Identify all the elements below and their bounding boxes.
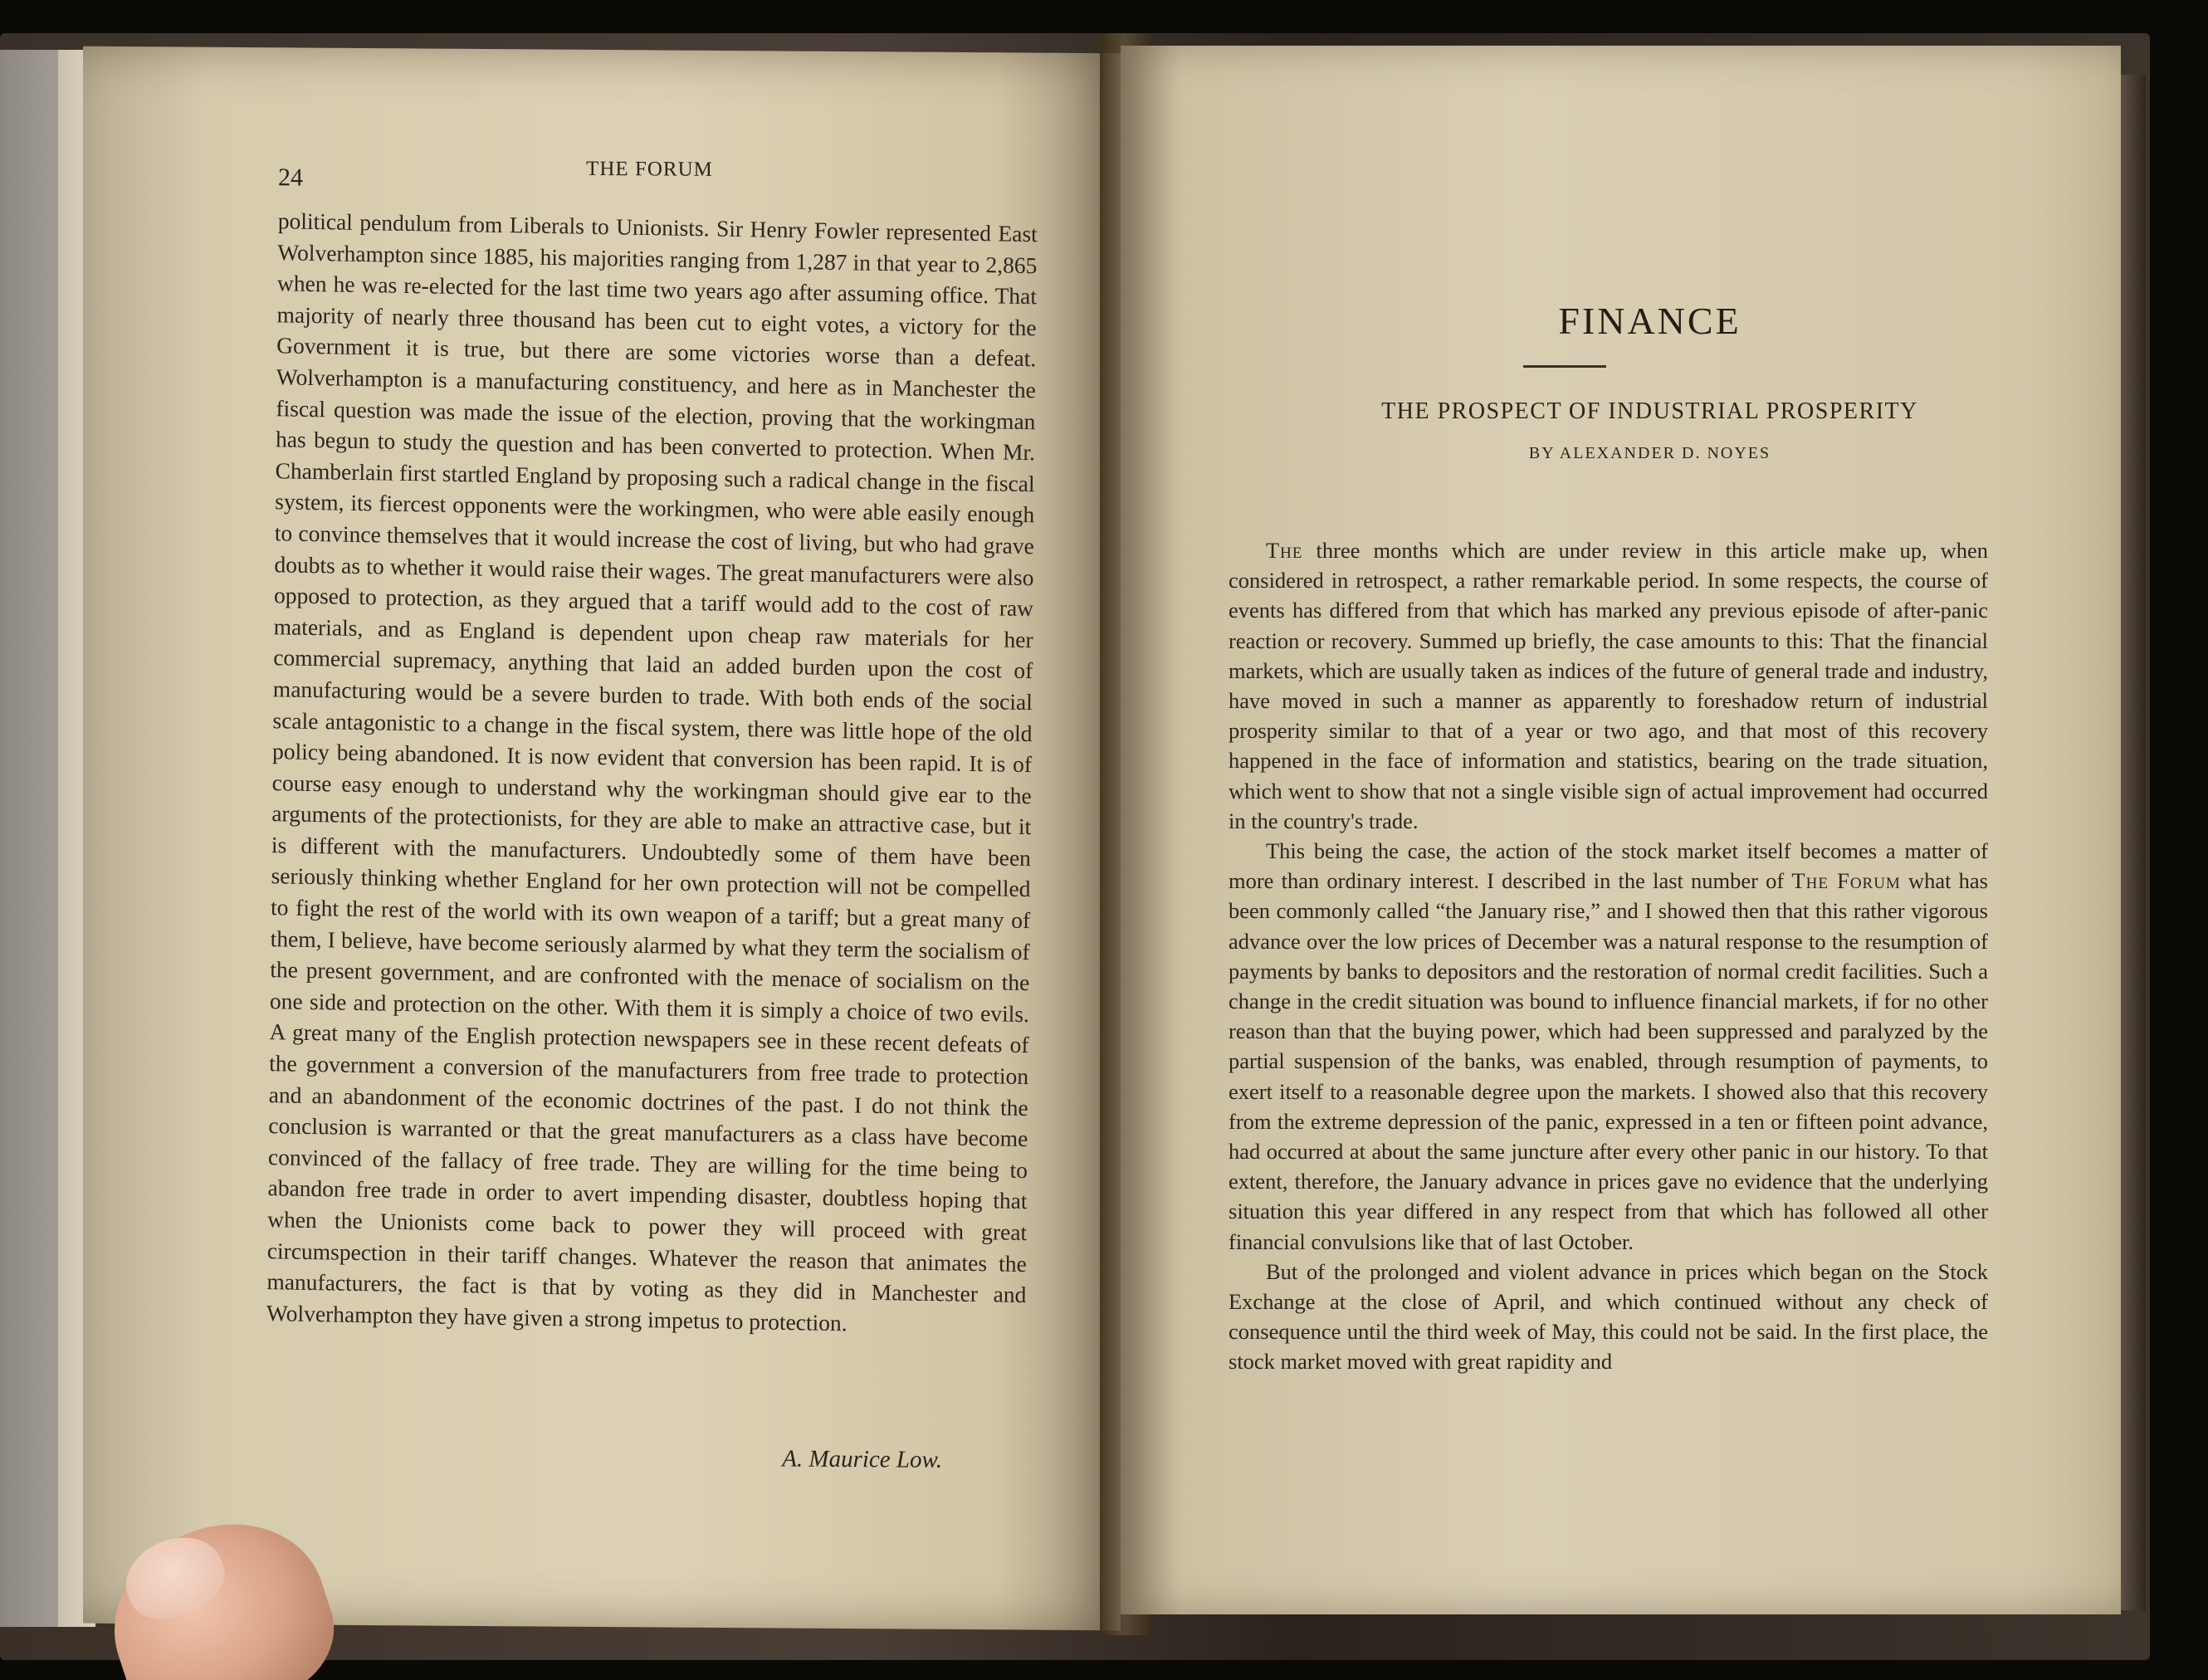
paragraph-1-text: three months which are under review in this article make up, when considered in retrospect, a rather remarkable period. In some respects, the course of events has differed from that which has marked any previous episode of after-panic reaction or recovery. Summed up briefly, the case amounts to this: That the financial markets, which are usually taken as indices of the future of general trade and industry, have moved in such a manner as apparently to foreshadow return of industrial prosperity similar to that of a year or two ago, and that most of this recovery happened in the face of information and statistics, bearing on the trade situation, which went to show that not a single visible sign of actual improvement had occurred in the country's trade. [1229,538,1988,833]
paragraph-1 [1229,535,1988,836]
left-paragraph: political pendulum from Liberals to Unionists. Sir Henry Fowler represented East Wolverhampton since 1885, his majorities ranging from 1,287 in that year to 2,865 when he was re-elected for the last time two years ago after assuming office. That majority of nearly three thousand has been cut to eight votes, a victory for the Government it is true, but there are some victories worse than a defeat. Wolverhampton is a manufacturing constituency, and here as in Manchester the fiscal question was made the issue of the election, proving that the workingman has begun to study the question and has been converted to protection. When Mr. Chamberlain first startled England by proposing such a radical change in the fiscal system, its fiercest opponents were the workingmen, who were able easily enough to convince themselves that it would increase the cost of living, but who had grave doubts as to whether it would raise their wages. The great manufacturers were also opposed to protection, as they argued that a tariff would add to the cost of raw materials, and as England is dependent upon cheap raw materials for her commercial supremacy, anything that laid an added burden upon the cost of manufacturing would be a severe burden to trade. With both ends of the social scale antagonistic to a change in the fiscal system, there was little hope of the old policy being abandoned. It is now evident that conversion has been rapid. It is of course easy enough to understand why the workingman should give ear to the arguments of the protectionists, for they are able to make an attractive case, but it is different with the manufacturers. Undoubtedly some of them have been seriously thinking whether England for her own protection will not be compelled to fight the rest of the world with its own weapon of a tariff; but a great many of them, I believe, have become seriously alarmed by what they term the socialism of the present government, and are confronted with the menace of socialism on the one side and protection on the other. With them it is simply a choice of two evils. A great many of the English protection newspapers see in these recent defeats of the government a conversion of the manufacturers from free trade to protection and an abandonment of the economic doctrines of the past. I do not think the conclusion is warranted or that the great manufacturers as a class have become convinced of the fallacy of free trade. They are willing for the time being to abandon free trade in order to avert impending disaster, doubtless hoping that when the Unionists come back to power they will proceed with great circumspection in their tariff changes. Whatever the reason that animates the manufacturers, the fact is that by voting as they did in Manchester and Wolverhampton they have given a strong impetus to protection. [266,208,1038,1336]
right-page-body [1229,535,1988,1377]
page-edges-left [0,50,95,1627]
section-title: FINANCE [1558,300,1741,342]
lead-word: The [1266,538,1303,563]
left-page [83,46,1121,1631]
author-signature: A. Maurice Low. [782,1445,942,1473]
paragraph-3: But of the prolonged and violent advance in prices which began on the Stock Exchange at the close of April, and which continued without any check of consequence until the third week of May, this could not be said. In the first place, the stock market moved with great rapidity and [1229,1258,1988,1375]
left-page-body [266,205,1038,1341]
left-page-header [278,155,1021,210]
title-rule [1523,365,1606,368]
running-head: THE FORUM [586,157,713,181]
forum-name: The Forum [1791,868,1901,894]
page-number: 24 [278,164,303,192]
paragraph-2-text-a: This being the case, the action of the stock market itself becomes a matter of more than ordinary interest. I described in the last number of [1229,838,1988,894]
article-subtitle: THE PROSPECT OF INDUSTRIAL PROSPERITY [1381,398,1918,424]
article-byline: BY ALEXANDER D. NOYES [1528,444,1771,462]
right-page [1121,46,2121,1614]
paragraph-2 [1229,836,1988,1257]
paragraph-2-text-b: what has been commonly called “the January rise,” and I showed then that this rather vigorous advance over the low prices of December was a natural response to the resumption of payments by banks to depositors and the restoration of normal credit facilities. Such a change in the credit situation was bound to influence financial markets, if for no other reason than that the buying power, which had been suppressed and paralyzed by the partial suspension of the banks, was enabled, through resumption of payments, to exert itself to a reasonable degree upon the markets. I showed also that this recovery from the extreme depression of the panic, expressed in a ten or fifteen point advance, had occurred at about the same juncture after every other panic in our history. To that extent, therefore, the January advance in prices gave no evidence that the underlying situation this year differed in any respect from that which has followed all other financial convulsions like that of last October. [1229,868,1988,1254]
page-edges-right [2121,75,2146,1610]
